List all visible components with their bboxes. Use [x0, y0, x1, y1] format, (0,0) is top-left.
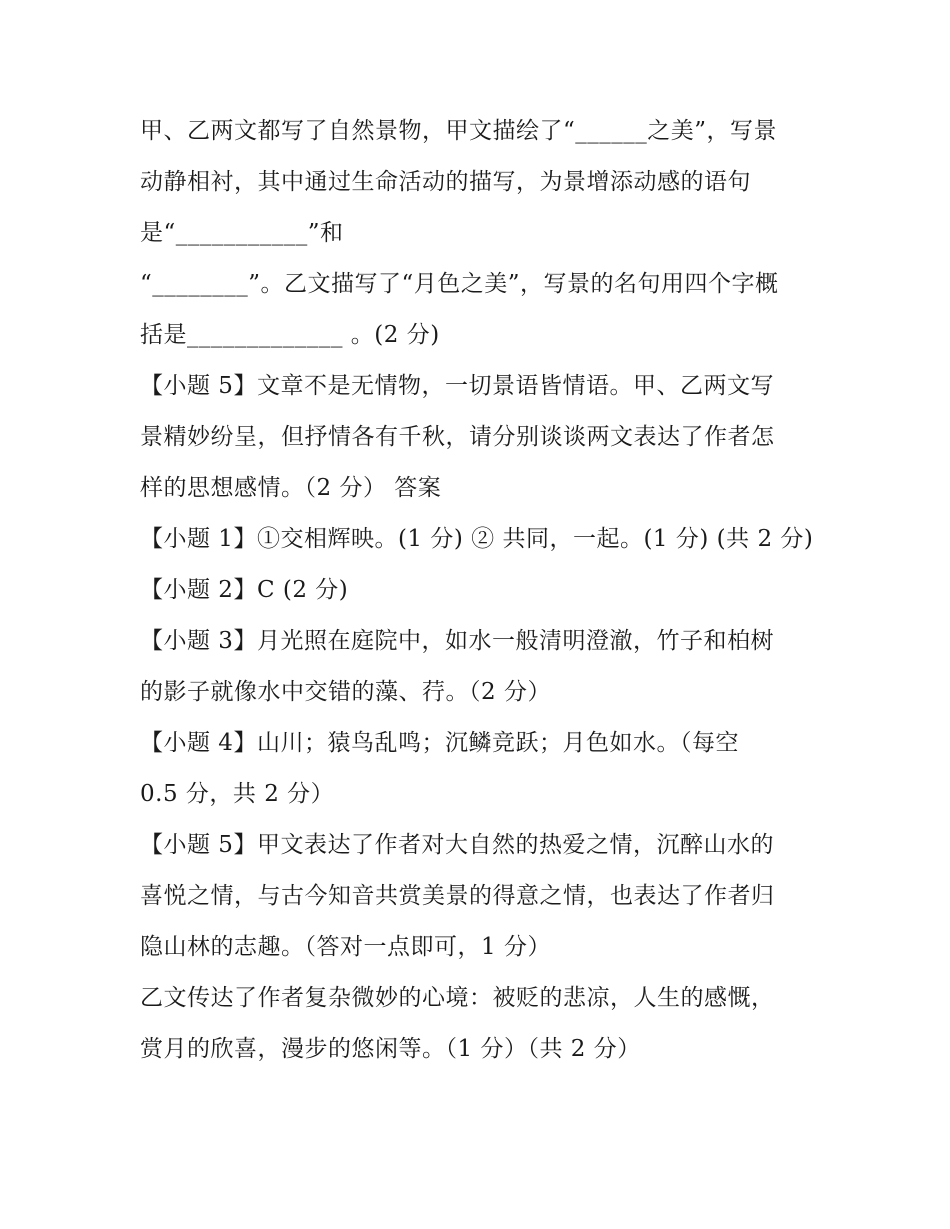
text-line: 隐山林的志趣。（答对一点即可，1 分）: [140, 934, 551, 960]
text-line: 是“___________”和: [140, 220, 344, 246]
answer-5-line: 【小题 5】甲文表达了作者对大自然的热爱之情，沉醉山水的: [140, 832, 774, 858]
text-line: 喜悦之情，与古今知音共赏美景的得意之情，也表达了作者归: [140, 883, 775, 909]
document-body: [140, 106, 820, 1075]
text-line: 的影子就像水中交错的藻、荇。（2 分）: [140, 679, 551, 705]
text-line: 括是_____________ 。(2 分): [140, 322, 440, 348]
text-line: 赏月的欣喜，漫步的悠闲等。（1 分）（共 2 分）: [140, 1036, 641, 1062]
text-line: 动静相衬，其中通过生命活动的描写，为景增添动感的语句: [140, 169, 751, 195]
question-5-line: 【小题 5】文章不是无情物，一切景语皆情语。甲、乙两文写: [140, 373, 774, 399]
text-line: 景精妙纷呈，但抒情各有千秋，请分别谈谈两文表达了作者怎: [140, 424, 775, 450]
answer-1-line: 【小题 1】①交相辉映。(1 分) ② 共同，一起。(1 分) (共 2 分): [140, 526, 814, 552]
answer-3-line: 【小题 3】月光照在庭院中，如水一般清明澄澈，竹子和柏树: [140, 628, 774, 654]
text-line: 样的思想感情。（2 分） 答案: [140, 475, 442, 501]
answer-4-line: 【小题 4】山川；猿鸟乱鸣；沉鳞竞跃；月色如水。（每空: [140, 730, 739, 756]
text-line: 乙文传达了作者复杂微妙的心境：被贬的悲凉，人生的感慨，: [140, 985, 775, 1011]
answer-2-line: 【小题 2】C (2 分): [140, 577, 349, 603]
text-line: “________”。乙文描写了“月色之美”，写景的名句用四个字概: [140, 271, 779, 297]
text-line: 0.5 分，共 2 分）: [140, 781, 335, 807]
text-line: 甲、乙两文都写了自然景物，甲文描绘了“______之美”，写景: [140, 118, 778, 144]
